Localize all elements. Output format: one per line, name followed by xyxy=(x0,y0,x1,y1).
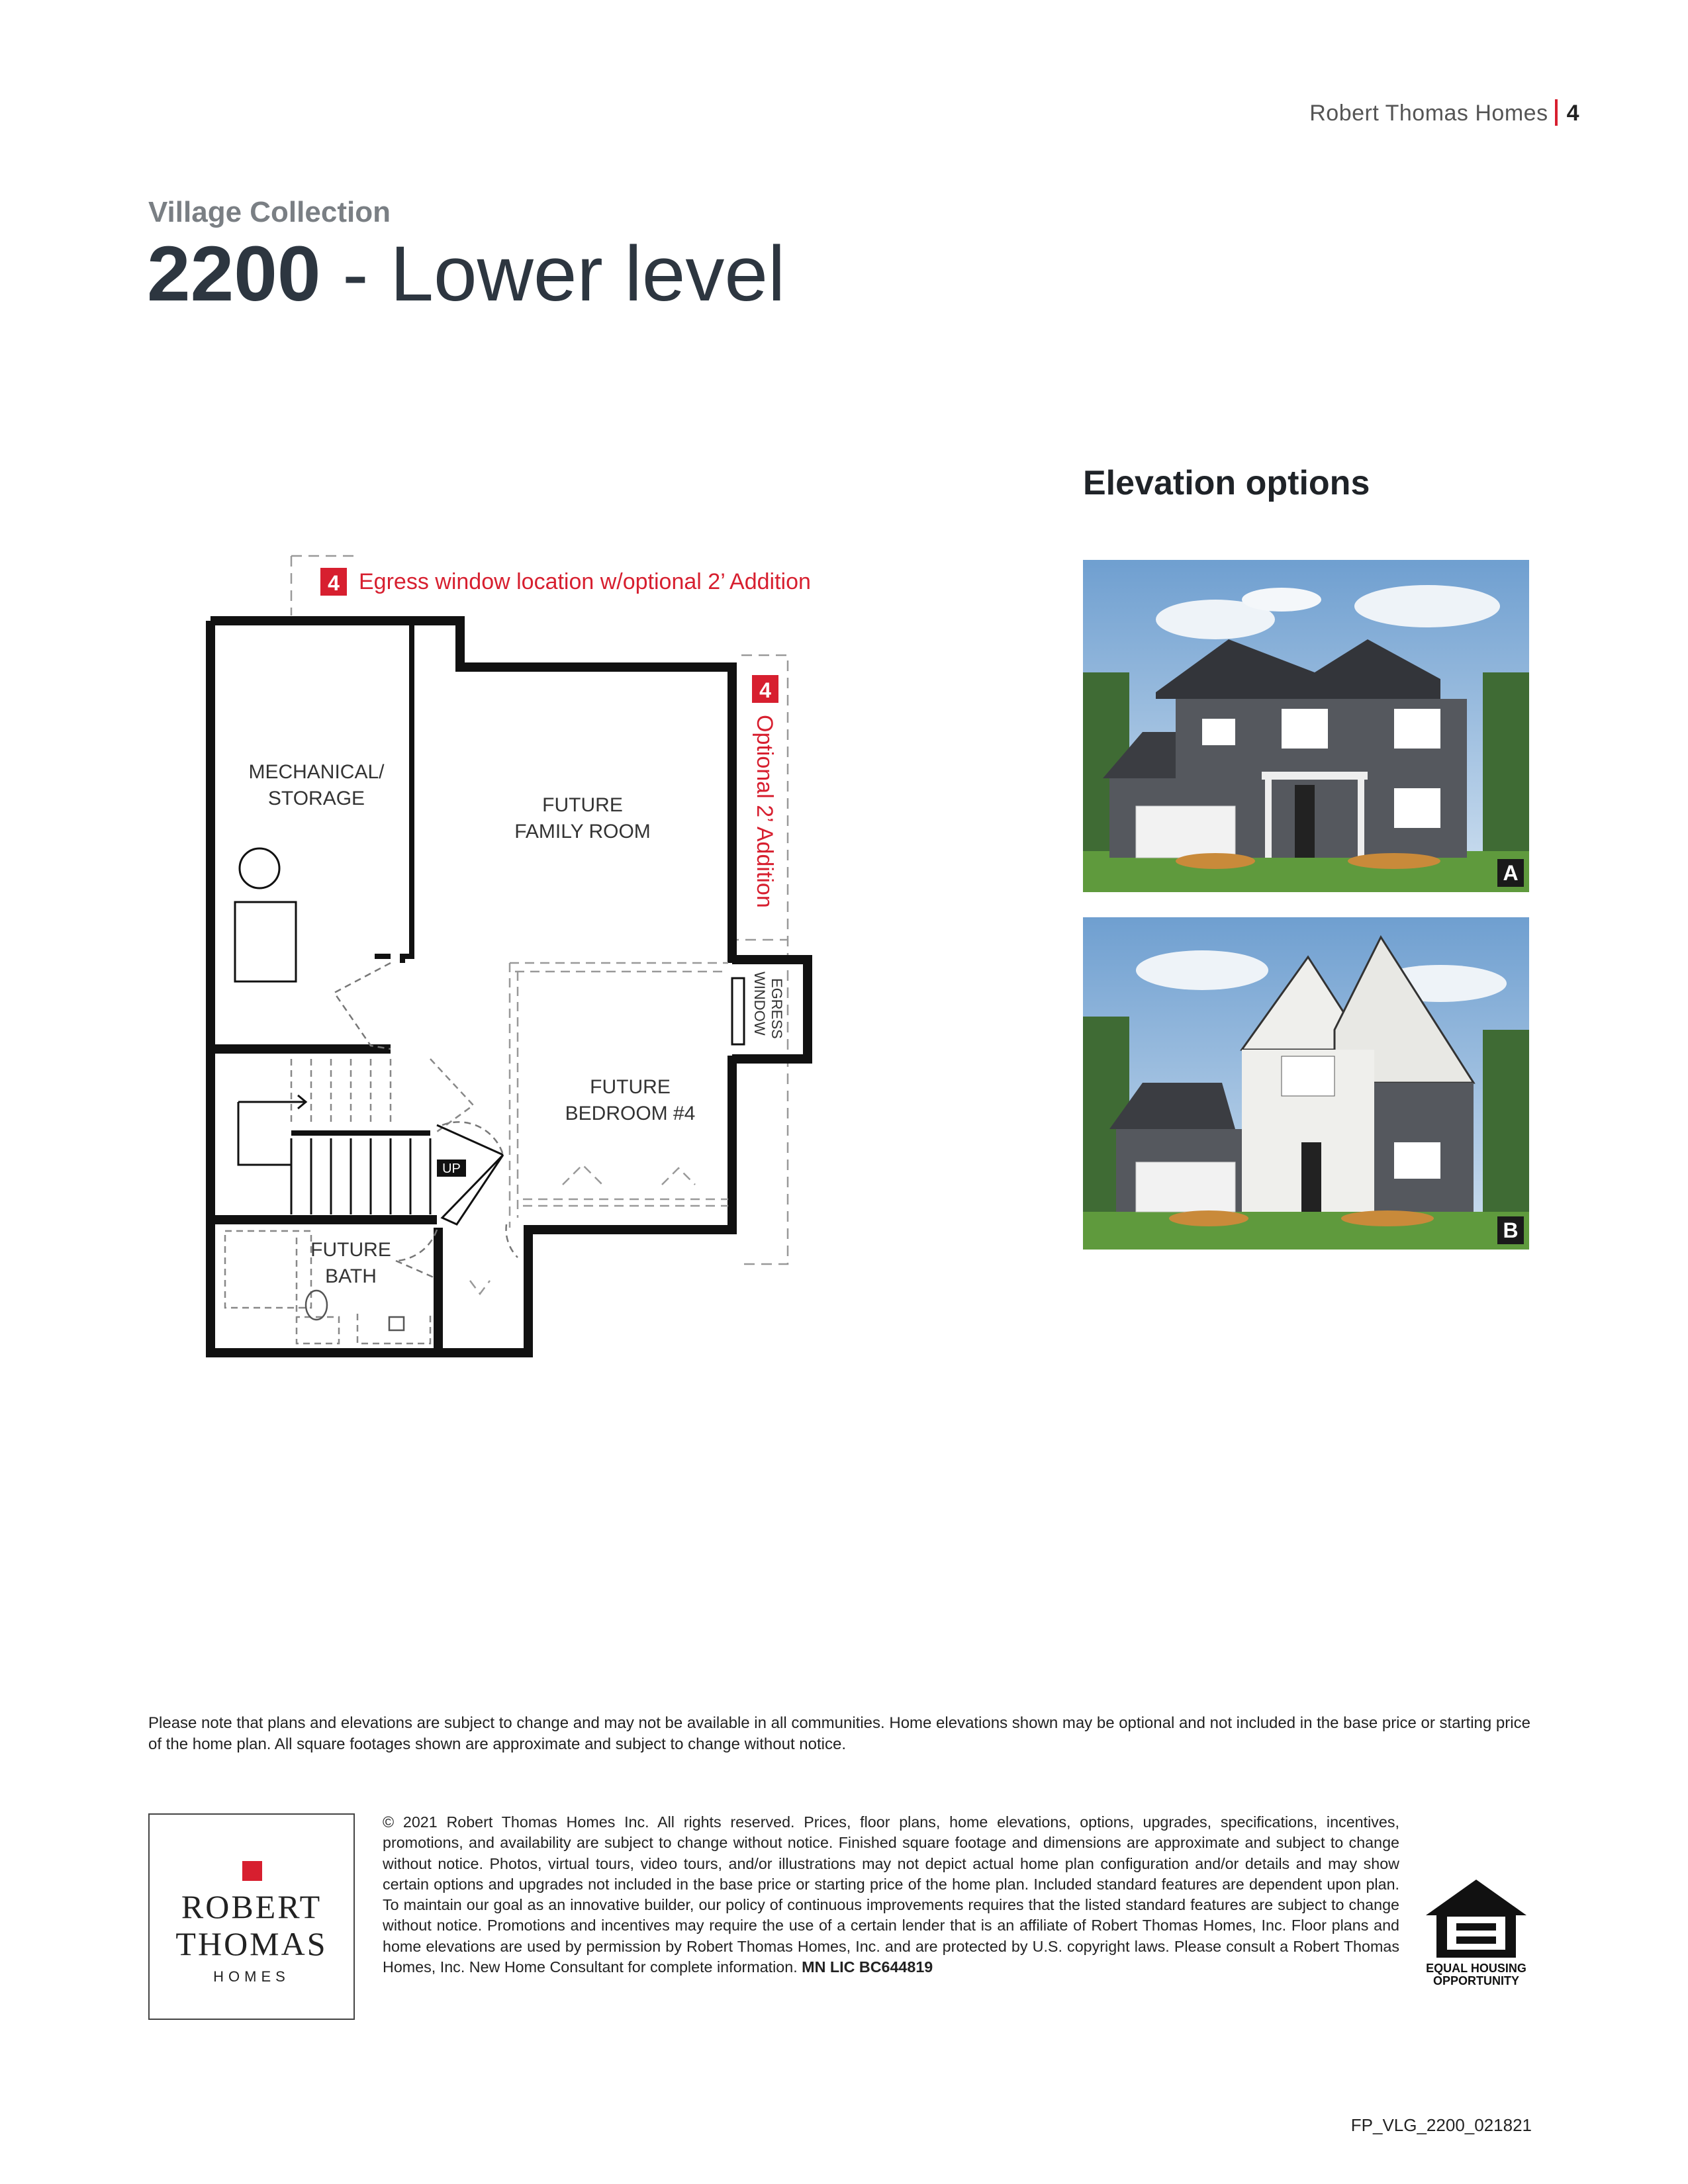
room-family-line1: FUTURE xyxy=(542,794,623,816)
room-mechanical-line1: MECHANICAL/ xyxy=(248,761,385,783)
elevation-b-badge: B xyxy=(1497,1216,1524,1244)
equal-housing-text xyxy=(1423,1962,1529,1987)
page-number: 4 xyxy=(1566,101,1579,126)
brand-name: Robert Thomas Homes xyxy=(1309,101,1548,126)
legal-text xyxy=(383,1812,1399,1978)
egress-note: Egress window location w/optional 2’ Addition xyxy=(359,569,811,594)
stairs-up-label: UP xyxy=(442,1161,461,1176)
callout-number: 4 xyxy=(328,571,340,595)
header-divider xyxy=(1555,99,1558,126)
disclaimer-text: Please note that plans and elevations are subject to change and may not be available in all communities. Home elevations shown may be optional and not included in the base price or starting price of the home plan. All square footages shown are approximate and subject to change without notice. xyxy=(148,1714,1530,1753)
model-number: 2200 xyxy=(147,230,321,318)
logo-line-3: HOMES xyxy=(213,1968,290,1985)
equal-housing-line2: OPPORTUNITY xyxy=(1432,1974,1519,1987)
room-bedroom-line1: FUTURE xyxy=(590,1076,671,1098)
equal-housing-line1: EQUAL HOUSING xyxy=(1426,1962,1526,1975)
level-name: - Lower level xyxy=(320,230,786,318)
elevation-b-image xyxy=(1083,917,1529,1250)
callout-number-2: 4 xyxy=(759,678,771,702)
logo-line-1: ROBERT xyxy=(181,1888,322,1925)
equal-housing-logo xyxy=(1423,1877,1529,1987)
optional-addition-label: Optional 2’ Addition xyxy=(752,715,777,908)
house-elevation-b-icon xyxy=(1083,917,1529,1250)
floor-plan xyxy=(185,543,847,1377)
elevation-a-badge: A xyxy=(1497,859,1524,887)
document-id: FP_VLG_2200_021821 xyxy=(1350,2115,1532,2135)
collection-name: Village Collection xyxy=(148,196,391,228)
room-bath-line1: FUTURE xyxy=(310,1239,391,1261)
room-bedroom-line2: BEDROOM #4 xyxy=(565,1103,696,1124)
room-mechanical-line2: STORAGE xyxy=(267,788,365,809)
elevation-heading: Elevation options xyxy=(1083,464,1370,502)
room-bath-line2: BATH xyxy=(325,1265,377,1287)
egress-window-line1: EGRESS xyxy=(769,978,785,1039)
page-title xyxy=(147,232,785,318)
elevation-a-image xyxy=(1083,560,1529,892)
header-brand xyxy=(1309,99,1579,126)
equal-housing-icon xyxy=(1423,1877,1529,1959)
room-family-line2: FAMILY ROOM xyxy=(514,821,651,842)
company-logo xyxy=(148,1813,355,2020)
legal-body: © 2021 Robert Thomas Homes Inc. All rights reserved. Prices, floor plans, home elevations, options, upgrades, specifications, incentives, promotions, and availability are subject to change without notice. Finished square footage and dimensions are approximate and subject to change without notice. Photos, virtual tours, video tours, and/or illustrations may not depict actual home plan configuration and/or details and may show certain options and upgrades not included in the base price or starting price of the home plan. Included standard features are dependent upon plan. To maintain our goal as an innovative builder, our policy of continuous improvements requires that the listed standard features are subject to change without notice. Promotions and incentives may require the use of a certain lender that is an affiliate of Robert Thomas Homes, Inc. Floor plans and home elevations are used by permission by Robert Thomas Homes, Inc. and are protected by U.S. copyright laws. Please consult a Robert Thomas Homes, Inc. New Home Consultant for complete information. xyxy=(383,1813,1399,1976)
logo-mark-icon xyxy=(242,1861,262,1881)
license-number: MN LIC BC644819 xyxy=(802,1958,933,1976)
egress-window-line2: WINDOW xyxy=(751,972,768,1036)
house-elevation-a-icon xyxy=(1083,560,1529,892)
logo-line-2: THOMAS xyxy=(175,1925,328,1962)
